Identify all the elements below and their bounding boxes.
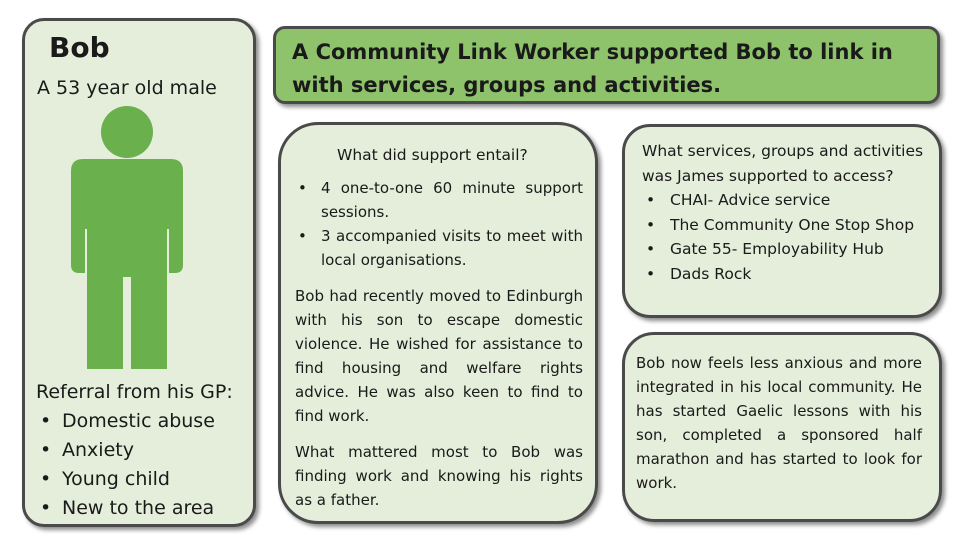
list-item: • Gate 55- Employability Hub <box>642 237 932 262</box>
person-name: Bob <box>49 31 110 64</box>
list-item: • 4 one-to-one 60 minute support sessions. <box>295 176 583 224</box>
referral-heading: Referral from his GP: <box>36 381 233 403</box>
support-list <box>295 176 583 272</box>
referral-list <box>36 407 233 523</box>
support-heading: What did support entail? <box>337 146 528 164</box>
list-item: • New to the area <box>36 494 233 523</box>
what-mattered-paragraph: What mattered most to Bob was finding work and knowing his rights as a father. <box>295 443 583 509</box>
services-content <box>642 139 932 286</box>
list-item: • The Community One Stop Shop <box>642 213 932 238</box>
banner-text: A Community Link Worker supported Bob to link in with services, groups and activities. <box>292 40 893 97</box>
support-panel <box>278 122 598 524</box>
summary-banner <box>273 26 940 104</box>
services-panel <box>622 124 942 318</box>
list-item: • Young child <box>36 465 233 494</box>
list-item: • Domestic abuse <box>36 407 233 436</box>
person-icon <box>65 105 189 369</box>
referral-block <box>36 378 233 523</box>
background-paragraph: Bob had recently moved to Edinburgh with his son to escape domestic violence. He wished for assistance to find housing and welfare rights advice. He was also keen to find to find work. <box>295 287 583 425</box>
person-description: A 53 year old male <box>37 77 217 99</box>
list-item: • CHAI- Advice service <box>642 188 932 213</box>
list-item: • 3 accompanied visits to meet with local organisations. <box>295 224 583 272</box>
outcome-text: Bob now feels less anxious and more integrated in his local community. He has started Gaelic lessons with his son, completed a sponsored half marathon and has started to look for work. <box>636 354 922 492</box>
profile-panel <box>22 18 256 527</box>
list-item: • Anxiety <box>36 436 233 465</box>
services-list <box>642 188 932 286</box>
outcome-panel <box>622 332 942 522</box>
services-question: What services, groups and activities was James supported to access? <box>642 142 924 185</box>
list-item: • Dads Rock <box>642 262 932 287</box>
